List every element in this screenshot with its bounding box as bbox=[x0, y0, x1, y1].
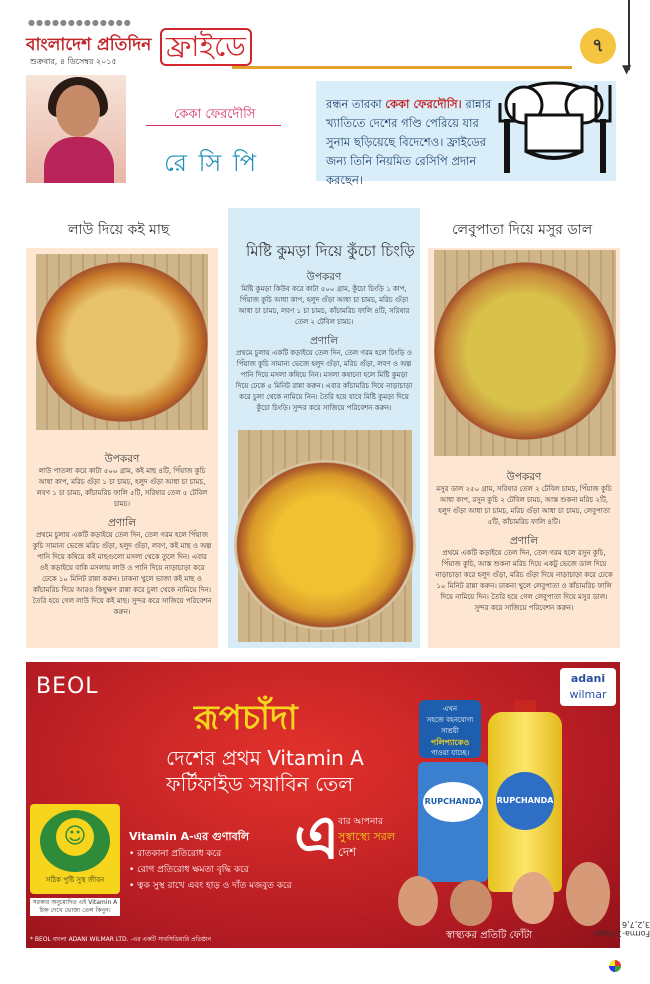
photo-caption: স্বাস্থ্যকর প্রতিটি ফোঁটা bbox=[446, 930, 533, 941]
company-note: * BEOL বাংলা ADANI WILMAR LTD. -এর একটি সাবসিডিয়ারি প্রতিষ্ঠান bbox=[30, 936, 212, 943]
logo-note: সরকার অনুমোদিত এই Vitamin A চিহ্ন দেখে ভোজ্য তেল কিনুন। bbox=[30, 898, 120, 916]
benefit-item: • ত্বক সুস্থ রাখে এবং হাড় ও দাঁত মজবুত করে bbox=[129, 881, 292, 891]
ingredients-heading: উপকরণ bbox=[104, 453, 140, 465]
bottle-label: RUPCHANDA bbox=[496, 772, 554, 830]
recipe-banner bbox=[26, 75, 620, 187]
ingredients-text: মসুর ডাল ২৫০ গ্রাম, সরিষার তেল ২ টেবিল চামচ, পিঁয়াজ কুচি আধা কাপ, রসুন কুচি ২ টেবিল চামচ, আস্ত শুকনা মরিচ ২টি, হলুদ গুঁড়া আধা চা চামচ, মরিচ গুঁড়া আধা চা চামচ, লেবুপাতা ৫টি, কাঁচামরিচ ফালি ৪টি। bbox=[436, 485, 612, 526]
registration-mark-icon bbox=[609, 960, 621, 972]
beol-logo: BEOL bbox=[36, 674, 99, 699]
method-text: প্রথমে চুলায় একটি কড়াইয়ে তেল দিন, তেল গরম হলে পিঁয়াজ কুচি সামান্য ভেজে মরিচ গুঁড়া, হলুদ গুঁড়া, লবণ, কই মাছ ও অল্প পানি দিয়ে কষিয়ে কই মাছগুলো মসলা থেকে তুলে দিন। এবার ওই কড়াইয়ে বাকি মসলায় লাউ ও পানি দিয়ে নাড়াচাড়া করে ঢেকে ১০ মিনিট রান্না করুন। ঢাকনা খুলে ভাজা কই মাছ ও কাঁচামরিচ দিয়ে আরও কিছুক্ষণ রান্না করে চুলা থেকে নামিয়ে দিন। তৈরি হয়ে গেল লাউ দিয়ে কই মাছ। সুন্দর করে সাজিয়ে পরিবেশন করুন। bbox=[32, 531, 212, 616]
vitamin-benefits-title: Vitamin A-এর গুণাবলি bbox=[129, 830, 250, 843]
chef-hat-icon bbox=[496, 75, 614, 183]
adani-wilmar-logo: adani wilmar bbox=[560, 668, 616, 706]
advertisement[interactable]: BEOL adani wilmar রূপচাঁদা দেশের প্রথম Vitamin A ফর্টিফাইড সয়াবিন তেল ☺ সঠিক পুষ্টি সুস্থ জীবন সরকার অনুমোদিত এই Vitamin A চিহ্ন দেখে ভোজ্য তেল কিনুন। Vitamin A-এর গুণাবলি • রাতকানা প্রতিরোধ করে • রোগ প্রতিরোধ ক্ষমতা বৃদ্ধি করে • ত্বক সুস্থ রাখে এবং হাড় ও দাঁত মজবুত করে এ বার আপনার সুস্বাস্থ্যে সরল দেশ এখন সহজে বহনযোগ্য সাশ্রয়ী পলিপ্যাকেও পাওয়া যাচ্ছে। RUPCHANDA RUPCHANDA স্বাস্থ্যকর প্রতিটি ফোঁটা * BEOL বাংলা ADANI WILMAR LTD. -এর একটি সাবসিডিয়ারি প্রতিষ্ঠান bbox=[26, 662, 620, 948]
method-text: প্রথমে চুলায় একটি কড়াইয়ে তেল দিন, তেল গরম হলে চিংড়ি ও পিঁয়াজ কুচি সামান্য ভেজে হলুদ গুঁড়া, মরিচ গুঁড়া, লবণ ও অল্প পানি দিয়ে মসলা কষিয়ে নিন। মসলা কষানো হলে মিষ্টি কুমড়া দিয়ে ঢেকে ৫ মিনিট রান্না করুন। এবার কাঁচামরিচ দিয়ে নাড়াচাড়া করে চুলা থেকে নামিয়ে নিন। তৈরি হয়ে যাবে মিষ্টি কুমড়া দিয়ে কুঁচো চিংড়ি। সুন্দর করে সাজিয়ে পরিবেশন করুন। bbox=[235, 349, 413, 412]
dish-photo bbox=[234, 460, 416, 630]
child-photo bbox=[450, 880, 492, 926]
method-heading: প্রণালি bbox=[107, 517, 137, 529]
intro-text: রন্ধন তারকা কেকা ফেরদৌসি। রান্নার খ্যাতিতে দেশের গণ্ডি পেরিয়ে যার সুনাম ছড়িয়েছে বিদেশেও। ফ্রাইডের জন্য তিনি নিয়মিত রেসিপি প্রদান করছেন। bbox=[326, 97, 492, 187]
method-heading: প্রণালি bbox=[509, 535, 539, 547]
method-heading: প্রণালি bbox=[309, 335, 339, 347]
ingredients-heading: উপকরণ bbox=[506, 471, 542, 483]
dish-photo bbox=[36, 262, 208, 422]
smile-icon: ☺ bbox=[56, 818, 94, 856]
benefit-item: • রোগ প্রতিরোধ ক্ষমতা বৃদ্ধি করে bbox=[129, 865, 249, 875]
forma-note: Forma-1 Page-3,2,7,6 bbox=[592, 920, 650, 938]
vitamin-a-logo: ☺ সঠিক পুষ্টি সুস্থ জীবন bbox=[30, 804, 120, 894]
recipe-heading: রে সি পি bbox=[164, 149, 259, 177]
section-title: ফ্রাইডে bbox=[160, 28, 252, 66]
benefit-item: • রাতকানা প্রতিরোধ করে bbox=[129, 849, 222, 859]
header-dots: ●●●●●●●●●●●●● bbox=[28, 18, 132, 27]
header-rule bbox=[232, 66, 572, 69]
author-underline bbox=[146, 125, 281, 126]
author-photo bbox=[26, 75, 126, 183]
method-text: প্রথমে একটি কড়াইয়ে তেল দিন, তেল গরম হলে রসুন কুচি, পিঁয়াজ কুচি, আস্ত শুকনা মরিচ দিয়ে একটু ভেজে ডাল দিয়ে নাড়াচাড়া করে হলুদ গুঁড়া, মরিচ গুঁড়া দিয়ে নাড়াচাড়া করে ঢেকে ১০ মিনিট রান্না করুন। ঢাকনা খুলে লেবুপাতা ও কাঁচামরিচ ফালি দিয়ে নামিয়ে দিন। তৈরি হয়ে গেল লেবুপাতা দিয়ে মসুর ডাল। সুন্দর করে সাজিয়ে পরিবেশন করুন। bbox=[435, 549, 613, 612]
tagline-line-2: ফর্টিফাইড সয়াবিন তেল bbox=[166, 772, 354, 796]
dish-photo bbox=[434, 262, 616, 440]
oil-pack bbox=[418, 762, 488, 882]
issue-date: শুক্রবার, ৪ ডিসেম্বর ২০১৫ bbox=[30, 57, 117, 66]
ingredients-text: লাউ পাতলা করে কাটা ৫০০ গ্রাম, কই মাছ ৪টি, পিঁয়াজ কুচি আধা কাপ, মরিচ গুঁড়া ১ চা চামচ, হলুদ গুঁড়া আধা চা চামচ, লবণ ১ চা চামচ, কাঁচামরিচ ফালি ৫টি, সরিষার তেল ৫ টেবিল চামচ। bbox=[36, 467, 208, 508]
child-photo bbox=[398, 876, 438, 926]
tagline-line-1: দেশের প্রথম Vitamin A bbox=[166, 746, 364, 770]
recipe-title: লাউ দিয়ে কই মাছ bbox=[68, 222, 170, 238]
brand-name: রূপচাঁদা bbox=[194, 698, 298, 738]
author-name: কেকা ফেরদৌসি bbox=[174, 107, 256, 122]
pack-label: RUPCHANDA bbox=[423, 782, 483, 822]
child-photo bbox=[512, 872, 554, 924]
recipe-title: মিষ্টি কুমড়া দিয়ে কুঁচো চিংড়ি bbox=[246, 242, 415, 260]
recipe-title: লেবুপাতা দিয়ে মসুর ডাল bbox=[452, 222, 593, 238]
crop-line bbox=[628, 0, 630, 70]
polypack-sticker: এখন সহজে বহনযোগ্য সাশ্রয়ী পলিপ্যাকেও পাওয়া যাচ্ছে। bbox=[419, 700, 481, 758]
child-photo bbox=[566, 862, 610, 926]
page-number: ৭ bbox=[580, 28, 616, 64]
ingredients-text: মিষ্টি কুমড়া কিউব করে কাটা ৫০০ গ্রাম, কুঁচো চিংড়ি ১ কাপ, পিঁয়াজ কুচি আধা কাপ, হলুদ গুঁড়া আধা চা চামচ, মরিচ গুঁড়া আধা চা চামচ, লবণ ১ চা চামচ, কাঁচামরিচ ফালি ৪টি, সরিষার তেল ২ টেবিল চামচ। bbox=[238, 285, 410, 326]
paper-name: বাংলাদেশ প্রতিদিন bbox=[26, 35, 152, 55]
ingredients-heading: উপকরণ bbox=[306, 271, 342, 283]
crop-arrow-icon: ▼ bbox=[622, 62, 632, 76]
